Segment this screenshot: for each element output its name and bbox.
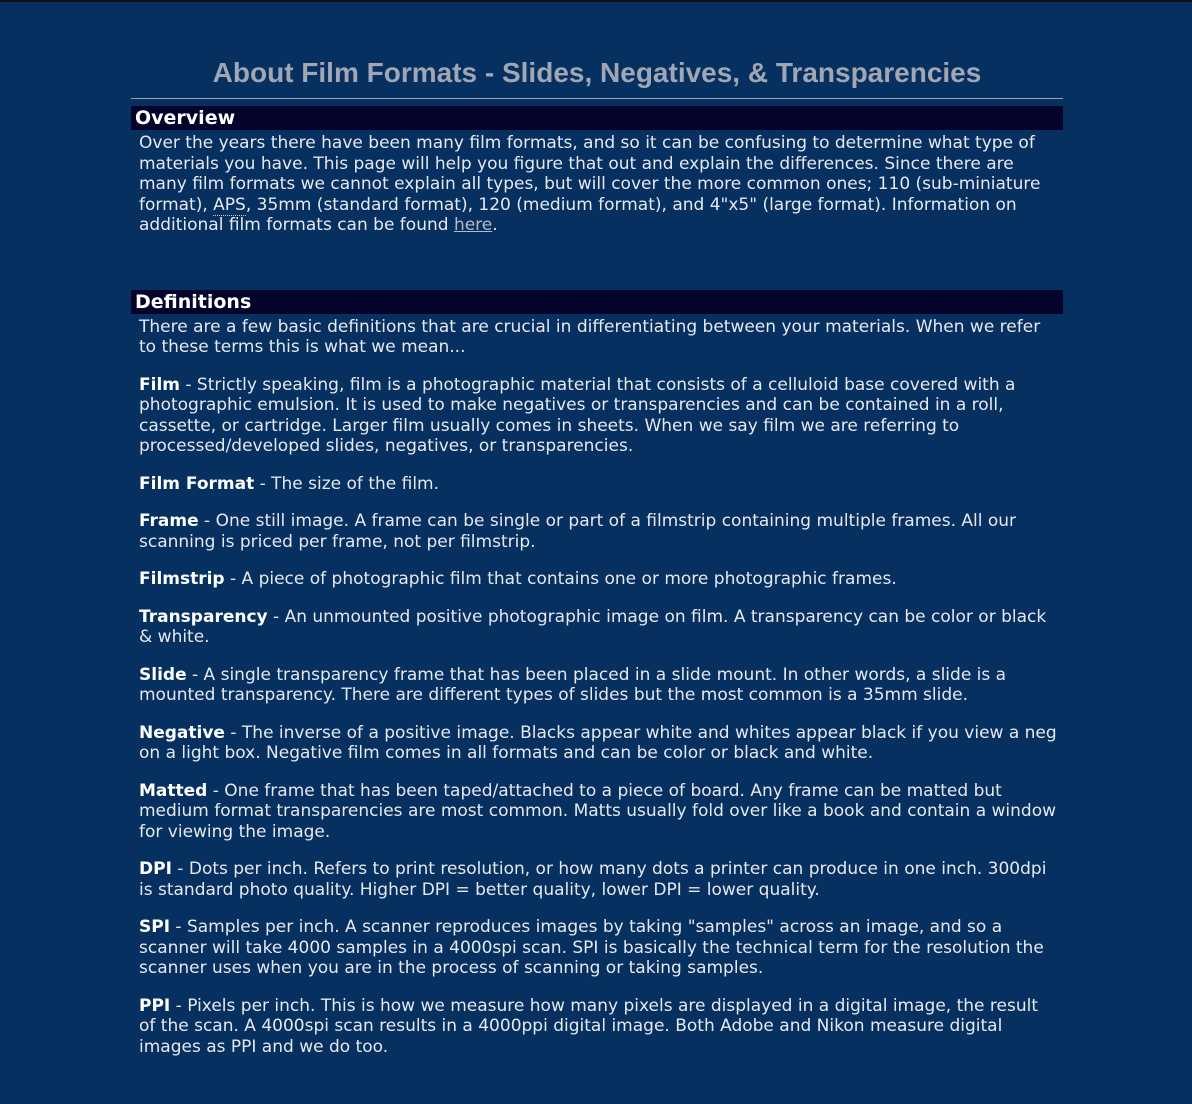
overview-text-part1: Over the years there have been many film formats, and so it can be confusing to determine what type of materials you have. This page will help you figure that out and explain the differences. Since there are many film formats we cannot explain all types, but will cover the more common ones; 110 (sub-miniature format), [139, 133, 1041, 215]
definition-term: Film Format [139, 473, 255, 494]
definition-item-matted [131, 781, 1063, 843]
definition-term: DPI [139, 859, 172, 879]
definitions-list [131, 375, 1063, 1058]
definitions-intro: There are a few basic definitions that are crucial in differentiating between your materials. When we refer to these terms this is what we mean... [139, 316, 1041, 357]
definition-item-film [131, 375, 1063, 457]
overview-heading: Overview [131, 106, 1063, 130]
definition-text: - The inverse of a positive image. Blacks appear white and whites appear black if you view a neg on a light box. Negative film comes in all formats and can be color or black and white. [139, 722, 1057, 763]
definition-term: PPI [139, 995, 171, 1016]
definition-text: - A single transparency frame that has been placed in a slide mount. In other words, a slide is a mounted transparency. There are different types of slides but the most common is a 35mm slide. [139, 664, 1007, 705]
definition-text: - One still image. A frame can be single or part of a filmstrip containing multiple frames. All our scanning is priced per frame, not per filmstrip. [139, 511, 1017, 552]
definition-text: - Strictly speaking, film is a photographic material that consists of a celluloid base covered with a photographic emulsion. It is used to make negatives or transparencies and can be contained in a roll, cassette, or cartridge. Larger film usually comes in sheets. When we say film we are referring to processed/developed slides, negatives, or transparencies. [139, 374, 1016, 456]
page-title: About Film Formats - Slides, Negatives, & Transparencies [131, 0, 1063, 99]
overview-paragraph [131, 133, 1063, 236]
definition-text: - Dots per inch. Refers to print resolution, or how many dots a printer can produce in one inch. 300dpi is standard photo quality. Higher DPI = better quality, lower DPI = lower quality. [139, 859, 1047, 900]
definition-item-film-format [131, 474, 1063, 495]
overview-text-part2: , 35mm (standard format), 120 (medium format), and 4"x5" (large format). Information on additional film formats can be found [139, 194, 1017, 235]
definition-item-transparency [131, 607, 1063, 648]
definition-text: - One frame that has been taped/attached to a piece of board. Any frame can be matted but medium format transparencies are most common. Matts usually fold over like a book and contain a window for viewing the image. [139, 780, 1057, 842]
definition-item-negative [131, 723, 1063, 764]
definition-item-slide [131, 665, 1063, 706]
definition-item-dpi [131, 859, 1063, 900]
definition-text: - Pixels per inch. This is how we measure how many pixels are displayed in a digital image, the result of the scan. A 4000spi scan results in a 4000ppi digital image. Both Adobe and Nikon measure digital images as PPI and we do too. [139, 995, 1038, 1057]
definition-term: Frame [139, 511, 199, 531]
page-content [131, 0, 1063, 1057]
definition-term: SPI [139, 917, 171, 937]
definition-item-ppi [131, 996, 1063, 1058]
definition-term: Film [139, 374, 180, 395]
definition-term: Transparency [139, 606, 268, 627]
definition-text: - Samples per inch. A scanner reproduces images by taking "samples" across an image, and so a scanner will take 4000 samples in a 4000spi scan. SPI is basically the technical term for the resolution the scanner uses when you are in the process of scanning or taking samples. [139, 917, 1044, 978]
aps-abbreviation[interactable]: APS [213, 194, 246, 215]
definition-term: Slide [139, 664, 187, 685]
definition-item-spi [131, 917, 1063, 979]
definitions-heading: Definitions [131, 290, 1063, 314]
definition-text: - The size of the film. [254, 473, 440, 494]
definition-term: Negative [139, 722, 225, 743]
additional-formats-link[interactable]: here [453, 215, 493, 235]
overview-text-end: . [492, 215, 498, 235]
definition-item-filmstrip [131, 569, 1063, 590]
definition-term: Matted [139, 780, 208, 801]
definition-text: - A piece of photographic film that contains one or more photographic frames. [224, 569, 897, 589]
definition-item-frame [131, 511, 1063, 552]
definition-term: Filmstrip [139, 569, 225, 589]
definition-text: - An unmounted positive photographic image on film. A transparency can be color or black & white. [139, 606, 1047, 647]
